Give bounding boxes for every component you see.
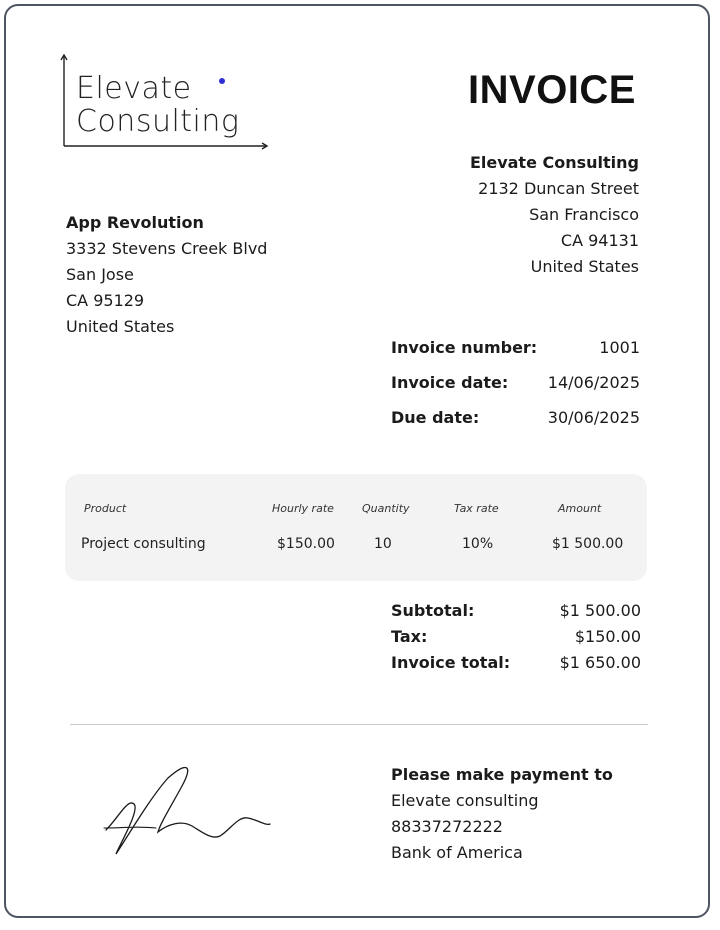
client-name: App Revolution — [66, 213, 204, 232]
invoice-date-value: 14/06/2025 — [547, 373, 640, 392]
due-date-value: 30/06/2025 — [547, 408, 640, 427]
column-header-hourly-rate: Hourly rate — [272, 502, 334, 515]
section-divider — [70, 724, 648, 725]
invoice-number-label: Invoice number: — [391, 338, 538, 357]
logo-line-2: Consulting — [76, 104, 240, 139]
tax-value: $150.00 — [574, 626, 641, 646]
invoice-date-label: Invoice date: — [391, 373, 509, 392]
invoice-total-row — [391, 649, 641, 675]
subtotal-row — [391, 597, 641, 623]
document-title: INVOICE — [468, 68, 636, 112]
invoice-number-row — [391, 330, 640, 365]
item-tax-rate: 10% — [462, 536, 494, 552]
sender-street: 2132 Duncan Street — [478, 179, 639, 198]
sender-address — [470, 150, 639, 280]
payment-account: 88337272222 — [391, 817, 503, 836]
client-state-zip: CA 95129 — [66, 291, 145, 310]
client-street: 3332 Stevens Creek Blvd — [66, 239, 268, 258]
client-country: United States — [66, 317, 175, 336]
item-hourly-rate: $150.00 — [277, 536, 335, 552]
sender-city: San Francisco — [529, 205, 639, 224]
company-logo — [76, 72, 239, 138]
column-header-product: Product — [84, 502, 127, 515]
invoice-total-value: $1 650.00 — [559, 652, 641, 672]
column-header-tax-rate: Tax rate — [454, 502, 499, 515]
client-city: San Jose — [66, 265, 134, 284]
item-amount: $1 500.00 — [552, 536, 624, 552]
subtotal-label: Subtotal: — [391, 600, 475, 620]
column-header-quantity: Quantity — [362, 502, 410, 515]
invoice-number-value: 1001 — [599, 338, 640, 357]
due-date-row — [391, 400, 640, 435]
sender-country: United States — [530, 257, 639, 276]
invoice-meta — [391, 330, 640, 435]
subtotal-value: $1 500.00 — [559, 600, 641, 620]
column-header-amount: Amount — [558, 502, 602, 515]
signature — [98, 758, 288, 868]
payment-heading: Please make payment to — [391, 765, 613, 784]
invoice-total-label: Invoice total: — [391, 652, 511, 672]
tax-label: Tax: — [391, 626, 428, 646]
item-quantity: 10 — [374, 536, 392, 552]
line-items-table — [65, 474, 647, 581]
payment-bank: Bank of America — [391, 843, 523, 862]
totals-block — [391, 597, 641, 675]
payment-payee: Elevate consulting — [391, 791, 539, 810]
due-date-label: Due date: — [391, 408, 480, 427]
item-product: Project consulting — [81, 536, 206, 552]
sender-name: Elevate Consulting — [469, 153, 639, 172]
payment-instructions — [391, 762, 613, 866]
tax-row — [391, 623, 641, 649]
logo-line-1: Elevate — [76, 71, 192, 106]
sender-state-zip: CA 94131 — [560, 231, 639, 250]
invoice-date-row — [391, 365, 640, 400]
client-address — [66, 210, 267, 340]
logo-dot — [219, 78, 225, 84]
